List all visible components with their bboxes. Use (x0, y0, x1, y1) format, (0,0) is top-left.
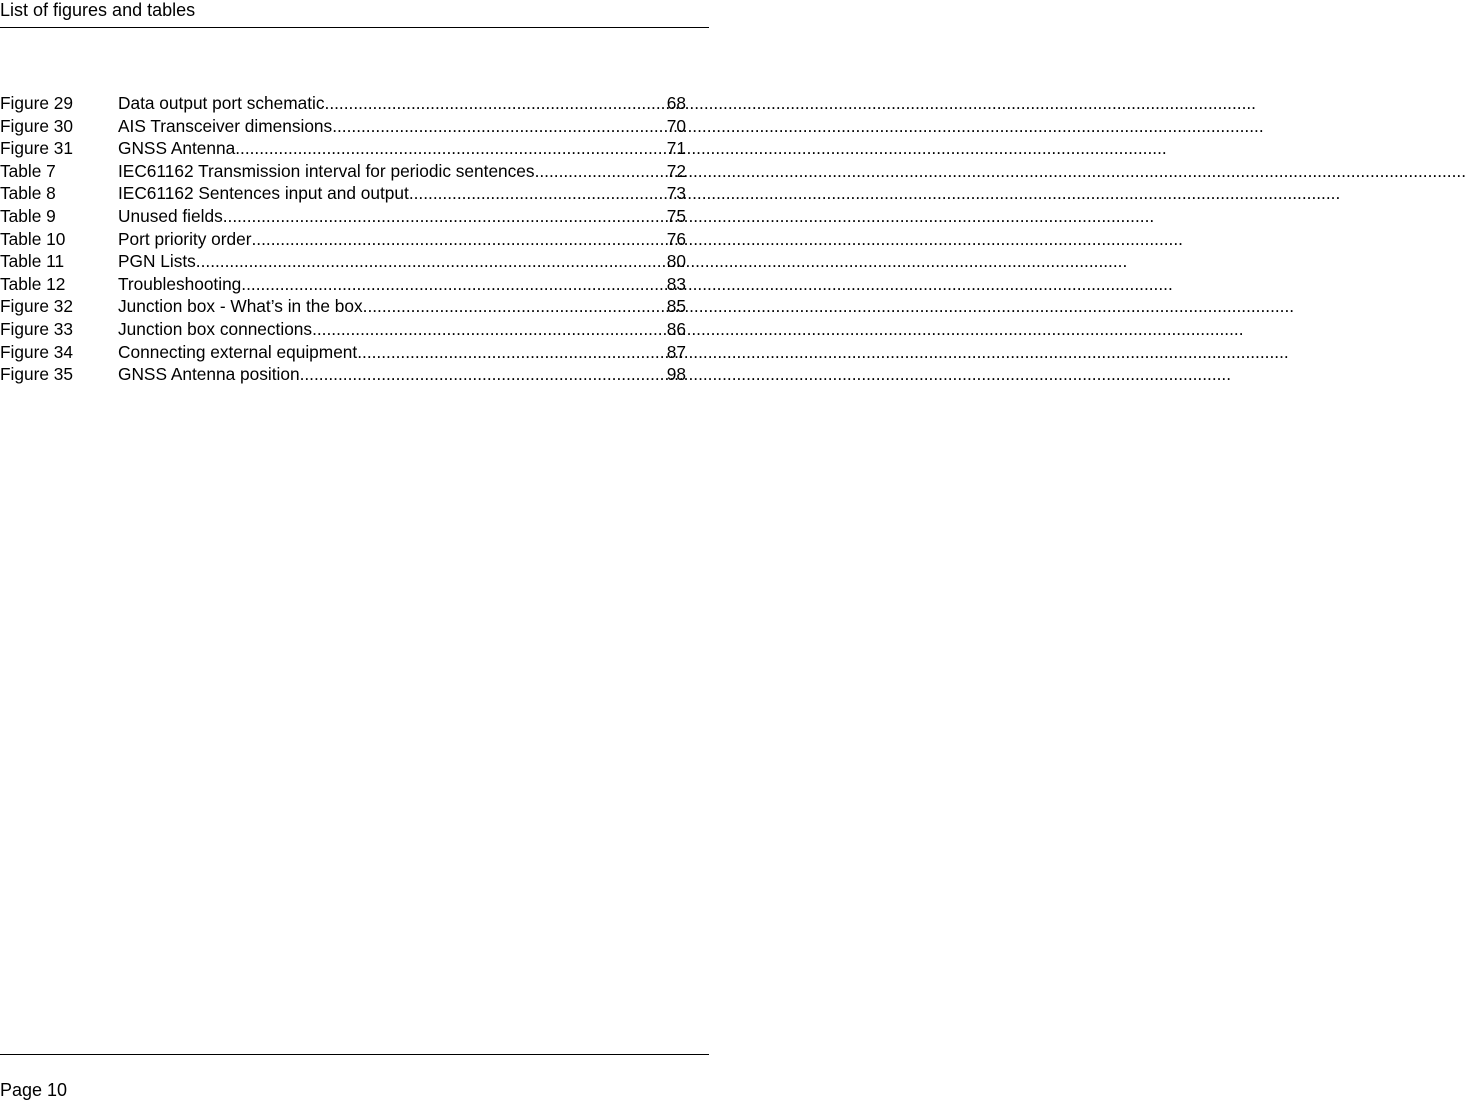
footer-divider (0, 1054, 709, 1055)
toc-entry-table-10[interactable] (0, 228, 686, 251)
dot-leader (312, 318, 667, 341)
dot-leader (300, 363, 667, 386)
toc-entry-figure-34[interactable] (0, 341, 686, 364)
toc-entry-label: Figure 32 (0, 296, 74, 317)
toc-entry-figure-32[interactable] (0, 295, 686, 318)
toc-entry-label: Table 9 (0, 205, 56, 226)
toc-entry-page-number: 70 (666, 115, 686, 136)
dot-leader (363, 295, 667, 318)
toc-entry-figure-30[interactable] (0, 115, 686, 138)
toc-entry-title: Connecting external equipment (118, 341, 358, 362)
toc-entry-figure-35[interactable] (0, 363, 686, 386)
toc-entry-title: IEC61162 Sentences input and output (118, 183, 409, 204)
toc-entry-page-number: 86 (666, 318, 686, 339)
dot-leader (223, 205, 667, 228)
list-of-figures-and-tables (0, 92, 686, 386)
dot-leader (241, 273, 666, 296)
toc-entry-page-number: 85 (666, 296, 686, 317)
toc-entry-label: Table 8 (0, 183, 56, 204)
toc-entry-label: Figure 30 (0, 115, 74, 136)
toc-entry-page-number: 98 (666, 364, 686, 385)
toc-entry-table-9[interactable] (0, 205, 686, 228)
dot-leader (535, 160, 667, 183)
page-number: Page 10 (0, 1080, 68, 1100)
dot-leader (325, 92, 667, 115)
toc-entry-label: Table 12 (0, 273, 66, 294)
toc-entry-page-number: 68 (666, 93, 686, 113)
running-header: List of figures and tables (0, 0, 196, 20)
toc-entry-figure-33[interactable] (0, 318, 686, 341)
toc-entry-label: Figure 34 (0, 341, 74, 362)
toc-entry-page-number: 71 (666, 138, 686, 159)
toc-entry-label: Table 10 (0, 228, 66, 249)
toc-entry-title: Troubleshooting (118, 273, 242, 294)
toc-entry-title: Junction box connections (118, 318, 313, 339)
toc-entry-table-12[interactable] (0, 273, 686, 296)
toc-entry-title: Port priority order (118, 228, 252, 249)
toc-entry-label: Table 11 (0, 251, 65, 272)
dot-leader (357, 341, 667, 364)
toc-entry-title: AIS Transceiver dimensions (118, 115, 333, 136)
dot-leader (332, 115, 667, 138)
toc-entry-page-number: 76 (666, 228, 686, 249)
toc-entry-page-number: 75 (666, 205, 686, 226)
toc-entry-title: Junction box - What’s in the box (118, 296, 363, 317)
toc-entry-label: Figure 35 (0, 364, 74, 385)
toc-entry-table-11[interactable] (0, 250, 686, 273)
toc-entry-title: PGN Lists (118, 251, 196, 272)
toc-entry-page-number: 83 (666, 273, 686, 294)
dot-leader (196, 250, 667, 273)
dot-leader (252, 228, 667, 251)
toc-entry-page-number: 80 (666, 251, 686, 272)
toc-entry-label: Figure 29 (0, 93, 74, 113)
toc-entry-label: Figure 33 (0, 318, 74, 339)
toc-entry-title: GNSS Antenna position (118, 364, 300, 385)
toc-entry-page-number: 73 (666, 183, 686, 204)
toc-entry-page-number: 72 (666, 160, 686, 181)
dot-leader (409, 182, 667, 205)
dot-leader (235, 137, 667, 160)
header-divider (0, 27, 709, 28)
toc-entry-title: Unused fields (118, 205, 223, 226)
toc-entry-table-8[interactable] (0, 182, 686, 205)
toc-entry-label: Figure 31 (0, 138, 74, 159)
toc-entry-title: Data output port schematic (118, 93, 325, 113)
toc-entry-figure-31[interactable] (0, 137, 686, 160)
toc-entry-label: Table 7 (0, 160, 56, 181)
toc-entry-table-7[interactable] (0, 160, 686, 183)
toc-entry-page-number: 87 (666, 341, 686, 362)
toc-entry-title: IEC61162 Transmission interval for periodic sentences (118, 160, 535, 181)
toc-entry-figure-29[interactable] (0, 92, 686, 115)
toc-entry-title: GNSS Antenna (118, 138, 236, 159)
